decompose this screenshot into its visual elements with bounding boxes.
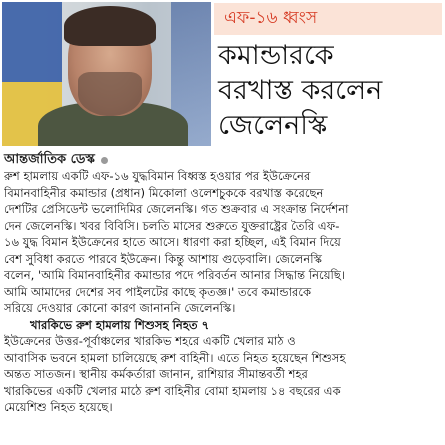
flag-blue-stripe (2, 2, 62, 82)
subheading: খারকিভে রুশ হামলায় শিশুসহ নিহত ৭ (30, 317, 210, 332)
body-line: বেশ সুবিধা করতে পারবে ইউক্রেন। কিন্তু আশায় গুড়েবালি। জেলেনস্কি (4, 251, 322, 266)
body-line: আমি আমাদের দেশের সব পাইলটের কাছে কৃতজ্ঞ।' তবে কমান্ডারকে (4, 284, 312, 299)
topic-tag-text: এফ-১৬ ধ্বংস (224, 8, 318, 28)
body-line: সরিয়ে দেওয়ার কোনো কারণ জানাননি জেলেনস্কি। (4, 301, 236, 315)
article-body (4, 168, 441, 416)
portrait-beard (78, 72, 142, 116)
body-line: খারকিভের একটি খেলার মাঠে রুশ বাহিনীর বোমা হামলায় ১৪ বছরের এক (4, 383, 341, 398)
body-line: ইউক্রেনের উত্তর-পূর্বাঞ্চলের খারকিভ শহরে একটি খেলার মাঠ ও (4, 334, 296, 348)
headline-line: বরখাস্ত করলেন (218, 75, 383, 106)
portrait-hair (64, 6, 156, 46)
headline-line: জেলেনস্কি (218, 110, 328, 141)
body-line: বলেন, 'আমি বিমানবাহিনীর কমান্ডার পদে পরিবর্তন আনার সিদ্ধান্ত নিয়েছি। (4, 268, 346, 282)
body-line: অন্তত সাতজন। স্থানীয় কর্মকর্তারা জানান, রাশিয়ার সীমান্তবর্তী শহর (4, 367, 308, 381)
body-line: রুশ হামলায় একটি এফ-১৬ যুদ্ধবিমান বিধ্বস্ত হওয়ার পর ইউক্রেনের (4, 169, 311, 183)
bullet-dot-icon (101, 157, 108, 164)
body-line: দেশটির প্রেসিডেন্ট ভলোদিমির জেলেনস্কি। গত শুক্রবার এ সংক্রান্ত নির্দেশনা (4, 202, 349, 216)
headline (218, 38, 440, 143)
topic-tag (214, 3, 442, 35)
headline-line: কমান্ডারকে (218, 40, 334, 71)
dateline-text: আন্তর্জাতিক ডেস্ক (4, 152, 95, 167)
news-photo (2, 2, 211, 146)
body-line: দেন জেলেনস্কি। খবর বিবিসি। চলতি মাসের শুরুতে যুক্তরাষ্ট্রের তৈরি এফ- (4, 218, 340, 233)
body-line: মেয়েশিশু নিহত হয়েছে। (4, 400, 113, 414)
body-line: ১৬ যুদ্ধ বিমান ইউক্রেনের হাতে আসে। ধারণা করা হচ্ছিল, এই বিমান দিয়ে (4, 235, 341, 249)
body-line: আবাসিক ভবনে হামলা চালিয়েছে রুশ বাহিনী। এতে নিহত হয়েছেন শিশুসহ (4, 350, 346, 365)
body-line: বিমানবাহিনীর কমান্ডার (প্রধান) মিকোলা ওলেশচুককে বরখাস্ত করেছেন (4, 185, 324, 200)
